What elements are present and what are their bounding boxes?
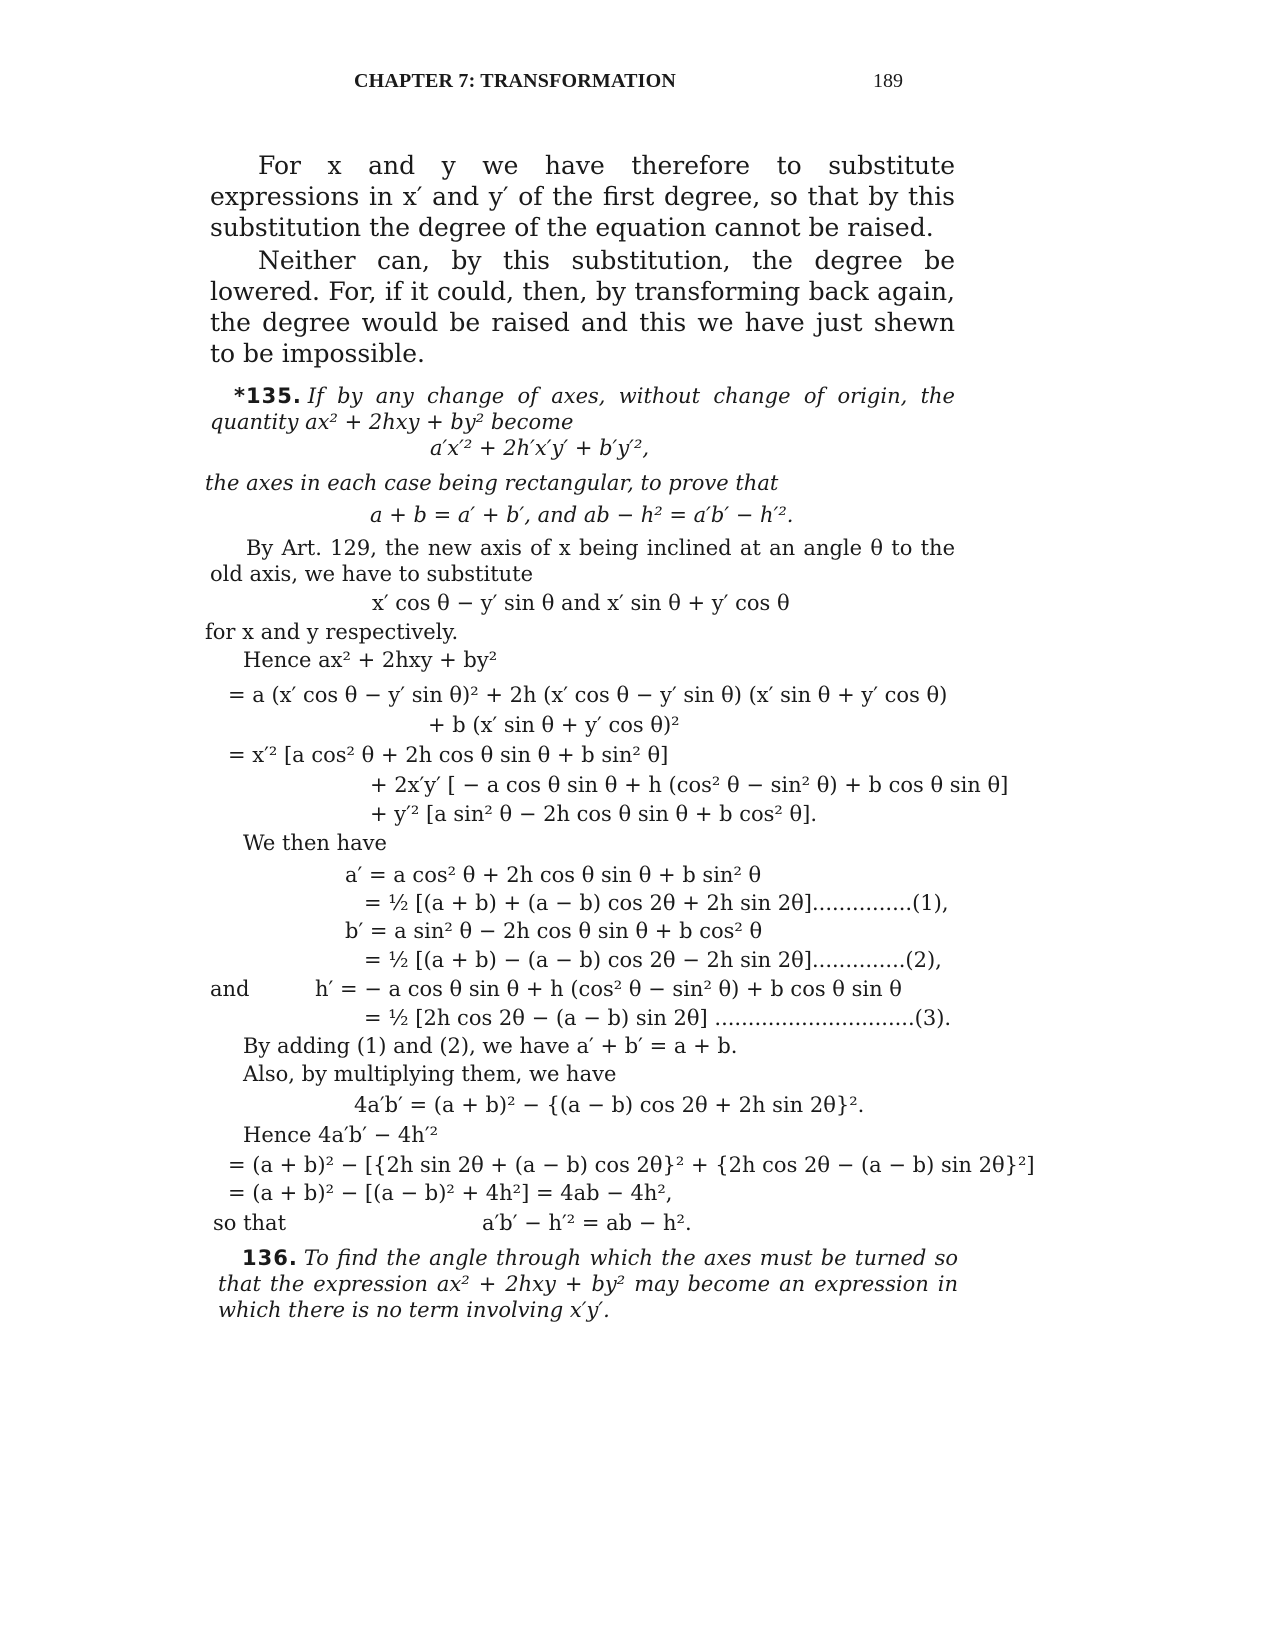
so-that-word: so that (213, 1211, 287, 1235)
final-result-equation: a′b′ − h′² = ab − h². (482, 1211, 692, 1235)
adding-line: By adding (1) and (2), we have a′ + b′ = a + b. (243, 1034, 738, 1058)
equation-to-prove: a + b = a′ + b′, and ab − h² = a′b′ − h′². (370, 503, 794, 527)
h-prime-line-2: = ½ [2h cos 2θ − (a − b) sin 2θ] ..............................(3). (364, 1006, 952, 1030)
intro-paragraph-2-text: Neither can, by this substitution, the degree be lowered. For, if it could, then, by transforming back again, the degree would be raised and this we have just shewn to be impossible. (210, 246, 955, 368)
b-prime-line-1: b′ = a sin² θ − 2h cos θ sin θ + b cos² θ (345, 919, 763, 943)
expansion-line-1: = a (x′ cos θ − y′ sin θ)² + 2h (x′ cos θ − y′ sin θ) (x′ sin θ + y′ cos θ) (228, 683, 948, 707)
we-then-have-line: We then have (243, 831, 387, 855)
and-word: and (210, 977, 250, 1001)
equation-substitution: x′ cos θ − y′ sin θ and x′ sin θ + y′ cos θ (372, 591, 790, 615)
expansion-line-3: = x′² [a cos² θ + 2h cos θ sin θ + b sin² θ] (228, 743, 669, 767)
multiplying-line: Also, by multiplying them, we have (243, 1062, 617, 1086)
page-number: 189 (873, 70, 903, 92)
a-prime-line-2: = ½ [(a + b) + (a − b) cos 2θ + 2h sin 2θ]...............(1), (364, 891, 949, 915)
article-135-statement (210, 383, 955, 435)
article-135-statement-text: If by any change of axes, without change of origin, the quantity ax² + 2hxy + by² become (210, 384, 955, 434)
article-136-statement-text: To find the angle through which the axes must be turned so that the expression ax² + 2hxy + by² may become an expression in which there is no term involving x′y′. (218, 1246, 958, 1322)
intro-paragraph-1 (210, 150, 955, 243)
expansion-line-4: + 2x′y′ [ − a cos θ sin θ + h (cos² θ − sin² θ) + b cos θ sin θ] (370, 773, 1009, 797)
result-line-2: = (a + b)² − [(a − b)² + 4h²] = 4ab − 4h², (228, 1181, 673, 1205)
a-prime-line-1: a′ = a cos² θ + 2h cos θ sin θ + b sin² θ (345, 863, 762, 887)
intro-paragraph-2 (210, 245, 955, 369)
expansion-line-2: + b (x′ sin θ + y′ cos θ)² (428, 713, 680, 737)
hence-line-2: Hence 4a′b′ − 4h′² (243, 1123, 439, 1147)
product-equation: 4a′b′ = (a + b)² − {(a − b) cos 2θ + 2h sin 2θ}². (354, 1093, 865, 1117)
hence-line-1: Hence ax² + 2hxy + by² (243, 648, 498, 672)
result-line-1: = (a + b)² − [{2h sin 2θ + (a − b) cos 2θ}² + {2h cos 2θ − (a − b) sin 2θ}²] (228, 1153, 1035, 1177)
article-135-number: *135. (234, 384, 302, 408)
expansion-line-5: + y′² [a sin² θ − 2h cos θ sin θ + b cos² θ]. (370, 802, 818, 826)
respectively-line: for x and y respectively. (205, 620, 459, 644)
equation-transformed-quantity: a′x′² + 2h′x′y′ + b′y′², (430, 436, 650, 460)
article-136-statement (218, 1245, 958, 1323)
chapter-heading: CHAPTER 7: TRANSFORMATION (354, 70, 677, 92)
h-prime-line-1: h′ = − a cos θ sin θ + h (cos² θ − sin² θ) + b cos θ sin θ (315, 977, 902, 1001)
article-135-reference-paragraph: By Art. 129, the new axis of x being inclined at an angle θ to the old axis, we have to substitute (210, 536, 955, 586)
b-prime-line-2: = ½ [(a + b) − (a − b) cos 2θ − 2h sin 2θ]..............(2), (364, 948, 942, 972)
intro-paragraph-1-text: For x and y we have therefore to substitute expressions in x′ and y′ of the first degree, so that by this substitution the degree of the equation cannot be raised. (210, 151, 955, 242)
article-135-condition: the axes in each case being rectangular, to prove that (205, 471, 779, 495)
article-136-number: 136. (242, 1246, 298, 1270)
